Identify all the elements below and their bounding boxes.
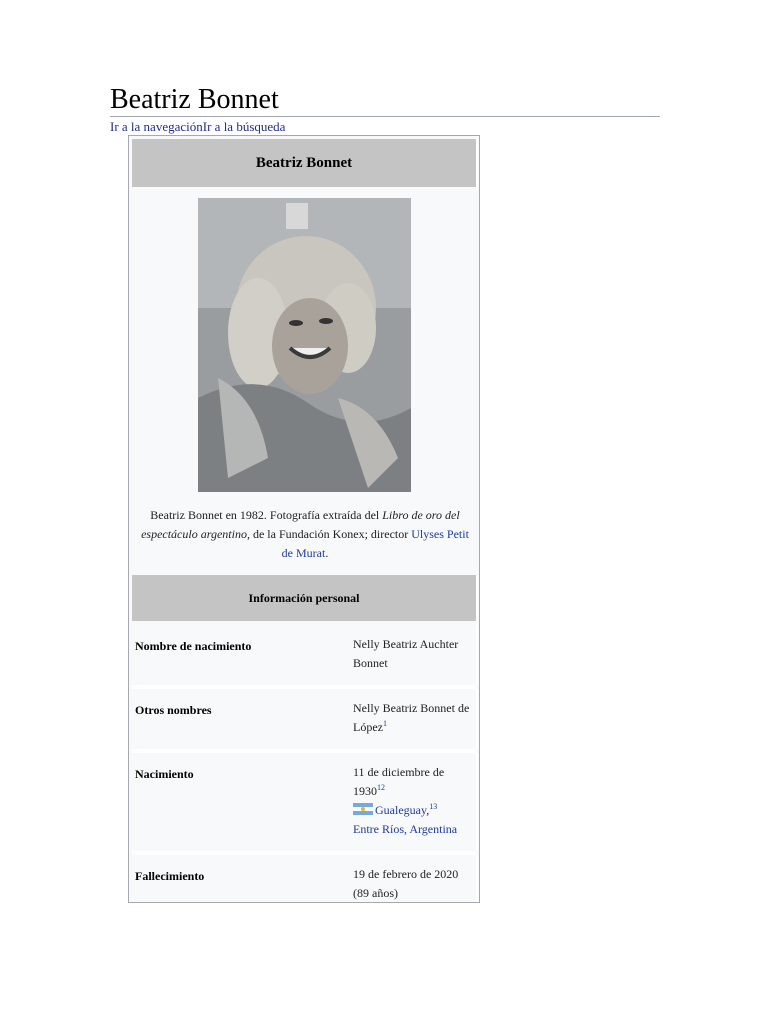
row-value [353, 865, 471, 903]
birth-date: 11 de diciembre de 1930 [353, 765, 445, 798]
region-link[interactable]: Entre Ríos, Argentina [353, 822, 458, 836]
age-at-death: (89 años) [353, 886, 398, 900]
infobox-row [132, 689, 478, 749]
caption-text: Beatriz Bonnet en 1982. Fotografía extraída del [150, 508, 383, 522]
row-label: Fallecimiento [135, 869, 205, 883]
photo-caption [135, 506, 475, 563]
caption-text: , de la Fundación Konex; director [246, 527, 412, 541]
death-date: 19 de febrero de 2020 [353, 867, 459, 881]
infobox [128, 135, 480, 903]
jump-to-navigation-link[interactable]: Ir a la navegación [110, 119, 203, 134]
reference-link[interactable]: 12 [377, 783, 385, 792]
infobox-row [132, 753, 478, 851]
row-label: Otros nombres [135, 703, 212, 717]
row-value: 11 de diciembre de 1930$^{12}$ Gualeguay,$^{13}$ Entre Ríos, Argentina [353, 765, 458, 836]
reference-link[interactable]: 13 [429, 802, 438, 811]
infobox-title: Beatriz Bonnet [132, 139, 478, 187]
caption-text: . [325, 546, 329, 560]
title-divider [110, 116, 660, 117]
caption-director-link[interactable]: Ulyses Petit de Murat [281, 527, 469, 560]
row-label: Nombre de nacimiento [135, 639, 252, 653]
infobox-row [132, 625, 478, 685]
infobox-row [132, 855, 478, 902]
birthplace-link[interactable]: Gualeguay [375, 803, 427, 817]
reference-link[interactable]: 1 [382, 719, 387, 728]
section-header-personal-info: Información personal [132, 575, 478, 621]
row-value [353, 699, 471, 737]
jump-links [110, 119, 285, 135]
row-value: Nelly Beatriz Auchter Bonnet [353, 637, 459, 670]
argentina-flag-icon [353, 803, 373, 815]
row-value-text: Nelly Beatriz Bonnet de López [353, 701, 470, 734]
row-label: Nacimiento [135, 767, 194, 781]
caption-book-title: Libro de oro del espectáculo argentino [141, 508, 460, 541]
page-title: Beatriz Bonnet [110, 84, 279, 115]
portrait-photo[interactable] [198, 198, 411, 492]
jump-to-search-link[interactable]: Ir a la búsqueda [202, 119, 286, 134]
portrait-image-icon [198, 198, 411, 492]
